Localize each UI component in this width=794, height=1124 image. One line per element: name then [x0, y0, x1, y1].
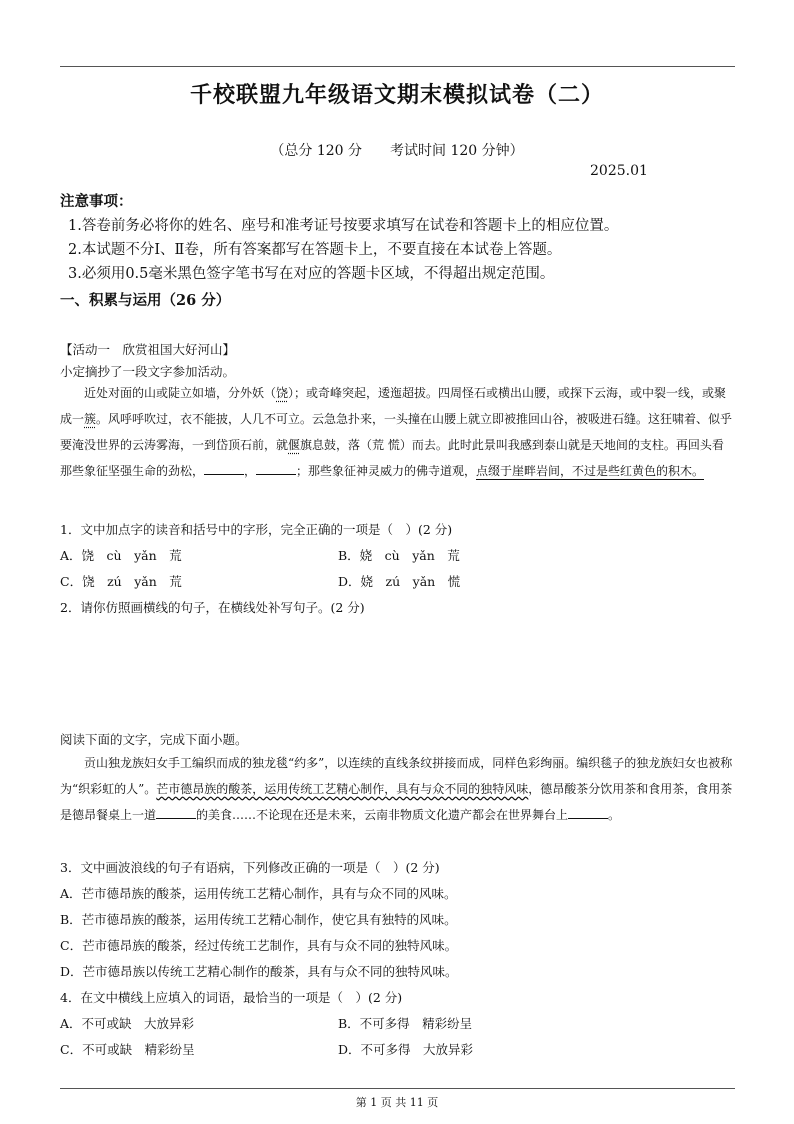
page-title: 千校联盟九年级语文期末模拟试卷（二）	[189, 83, 604, 108]
passage-text: ，德昂酸茶分饮用茶和食用茶，食用茶是德昂餐桌上一道	[60, 782, 733, 822]
note-item: 2.本试题不分Ⅰ、Ⅱ卷，所有答案都写在答题卡上，不要直接在本试卷上答题。	[68, 242, 562, 258]
passage-text: 迤超拔。四周怪石或横出山腰，或探下云海，或中裂一线，或聚成一	[60, 386, 727, 426]
passage-text: 贡山独龙族妇女手工编织而成的独龙毯“约多”，以连续的直线条纹拼接而成，同样色彩绚丽。编织毯子的独龙族妇女也被称为“织彩虹的人”。	[60, 756, 733, 796]
note-item: 1.答卷前务必将你的姓名、座号和准考证号按要求填写在试卷和答题卡上的相应位置。	[68, 218, 619, 234]
underlined-sentence: 点缀于崖畔岩间，不过是些红黄色的积木。	[476, 464, 705, 478]
q4-option-b: B．不可多得 精彩纷呈	[338, 1016, 473, 1031]
fill-blank	[204, 462, 244, 475]
dotted-char: 簇	[84, 412, 97, 426]
activity-intro: 小定摘抄了一段文字参加活动。	[60, 364, 236, 379]
top-rule	[60, 66, 735, 67]
passage-text: 。风呼呼吹过，衣不能披，人几不可立。云急急扑来，一头撞在山腰上就立即被推回山谷，被吸进石缝。这狂啸着、似乎要淹没世界的云涛雾海，一到岱顶石前，就	[60, 412, 733, 452]
passage-text: 旗息鼓，落（荒 慌）而去。此时此景叫我感到泰山就是天地间的支柱。再回头看那些象征坚强生命的劲松，	[60, 438, 724, 478]
fill-blank	[256, 462, 296, 475]
q4-option-a: A．不可或缺 大放异彩	[60, 1016, 195, 1031]
passage-text: ）；或奇峰突起，逶	[288, 386, 391, 400]
dotted-char: 偃	[288, 438, 301, 452]
q3-option-d: D．芒市德昂族以传统工艺精心制作的酸茶，具有与众不同的独特风味。	[60, 964, 458, 979]
exam-subtitle: （总分 120 分 考试时间 120 分钟）	[270, 143, 524, 159]
passage-heritage	[60, 750, 735, 828]
passage-text: 的美食……不论现在还是未来，云南非物质文化遗产都会在世界舞台上	[196, 808, 569, 822]
passage-text: 近处对面的山或陡立如墙，分外妖（	[84, 386, 277, 400]
passage-taishan	[60, 380, 735, 484]
dotted-char: 饶	[276, 386, 289, 400]
exam-date: 2025.01	[590, 163, 648, 179]
q4-option-d: D．不可多得 大放异彩	[338, 1042, 474, 1057]
q4-option-c: C．不可或缺 精彩纷呈	[60, 1042, 195, 1057]
activity-title: 【活动一 欣赏祖国大好河山】	[60, 342, 236, 357]
q3-option-b: B．芒市德昂族的酸茶，运用传统工艺精心制作，使它具有独特的风味。	[60, 912, 457, 927]
q1-option-a: A．饶 cù yǎn 荒	[60, 548, 182, 563]
passage-text: ；那些象征神灵威力的佛寺道观，	[296, 464, 477, 478]
page-number: 第 1 页 共 11 页	[355, 1096, 439, 1109]
q3-option-c: C．芒市德昂族的酸茶，经过传统工艺制作，具有与众不同的独特风味。	[60, 938, 458, 953]
wavy-sentence: 芒市德昂族的酸茶，运用传统工艺精心制作，具有与众不同的独特风味	[156, 782, 529, 796]
section-heading: 一、积累与运用（26 分）	[60, 292, 231, 309]
fill-blank	[156, 806, 196, 819]
note-item: 3.必须用0.5毫米黑色签字笔书写在对应的答题卡区域，不得超出规定范围。	[68, 266, 555, 282]
passage-text: 。	[608, 808, 621, 822]
reading-intro: 阅读下面的文字，完成下面小题。	[60, 732, 248, 747]
passage-text: ，	[244, 464, 257, 478]
question-2-stem: 2．请你仿照画横线的句子，在横线处补写句子。(2 分)	[60, 600, 365, 615]
bottom-rule	[60, 1088, 735, 1089]
question-3-stem: 3．文中画波浪线的句子有语病，下列修改正确的一项是（ ）(2 分)	[60, 860, 440, 875]
q1-option-d: D．娆 zú yǎn 慌	[338, 574, 461, 589]
q1-option-c: C．饶 zú yǎn 荒	[60, 574, 182, 589]
q3-option-a: A．芒市德昂族的酸茶，运用传统工艺精心制作，具有与众不同的风味。	[60, 886, 457, 901]
notes-heading: 注意事项：	[60, 193, 133, 210]
q1-option-b: B．娆 cù yǎn 荒	[338, 548, 460, 563]
question-1-stem: 1．文中加点字的读音和括号中的字形，完全正确的一项是（ ）(2 分)	[60, 522, 453, 537]
fill-blank	[568, 806, 608, 819]
question-4-stem: 4．在文中横线上应填入的词语，最恰当的一项是（ ）(2 分)	[60, 990, 403, 1005]
